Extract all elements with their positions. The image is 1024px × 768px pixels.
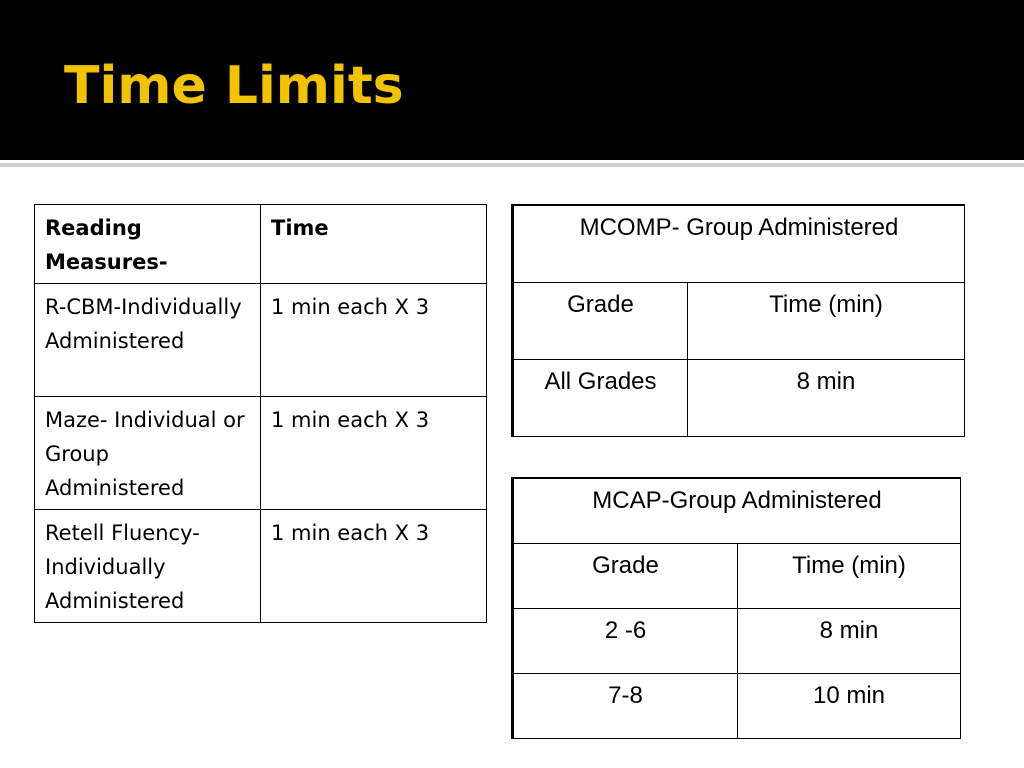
table-title-row <box>513 205 965 283</box>
measure-cell: Retell Fluency-Individually Administered <box>35 510 261 623</box>
grade-cell: 7-8 <box>513 674 738 739</box>
time-cell: 8 min <box>688 360 965 437</box>
header-time: Time (min) <box>738 544 961 609</box>
title-bar <box>0 0 1024 160</box>
header-grade: Grade <box>513 544 738 609</box>
table-header-row <box>35 205 487 284</box>
time-cell: 1 min each X 3 <box>261 397 487 510</box>
time-cell: 1 min each X 3 <box>261 510 487 623</box>
grade-cell: All Grades <box>513 360 688 437</box>
table-header-row <box>513 283 965 360</box>
table-row <box>513 360 965 437</box>
mcap-table <box>511 477 961 739</box>
measure-cell: Maze- Individual or Group Administered <box>35 397 261 510</box>
measure-cell: R-CBM-Individually Administered <box>35 284 261 397</box>
slide-title: Time Limits <box>64 56 404 116</box>
table-row <box>513 609 961 674</box>
time-cell: 10 min <box>738 674 961 739</box>
grade-cell: 2 -6 <box>513 609 738 674</box>
reading-measures-table <box>34 204 487 623</box>
header-time: Time (min) <box>688 283 965 360</box>
header-grade: Grade <box>513 283 688 360</box>
table-row <box>35 284 487 397</box>
mcomp-table <box>511 204 965 437</box>
title-divider <box>0 163 1024 167</box>
mcap-title: MCAP-Group Administered <box>513 478 961 544</box>
table-title-row <box>513 478 961 544</box>
table-header-row <box>513 544 961 609</box>
time-cell: 8 min <box>738 609 961 674</box>
table-row <box>35 510 487 623</box>
mcomp-title: MCOMP- Group Administered <box>513 205 965 283</box>
table-row <box>35 397 487 510</box>
time-cell: 1 min each X 3 <box>261 284 487 397</box>
table-row <box>513 674 961 739</box>
header-reading-measures: Reading Measures- <box>35 205 261 284</box>
header-time: Time <box>261 205 487 284</box>
